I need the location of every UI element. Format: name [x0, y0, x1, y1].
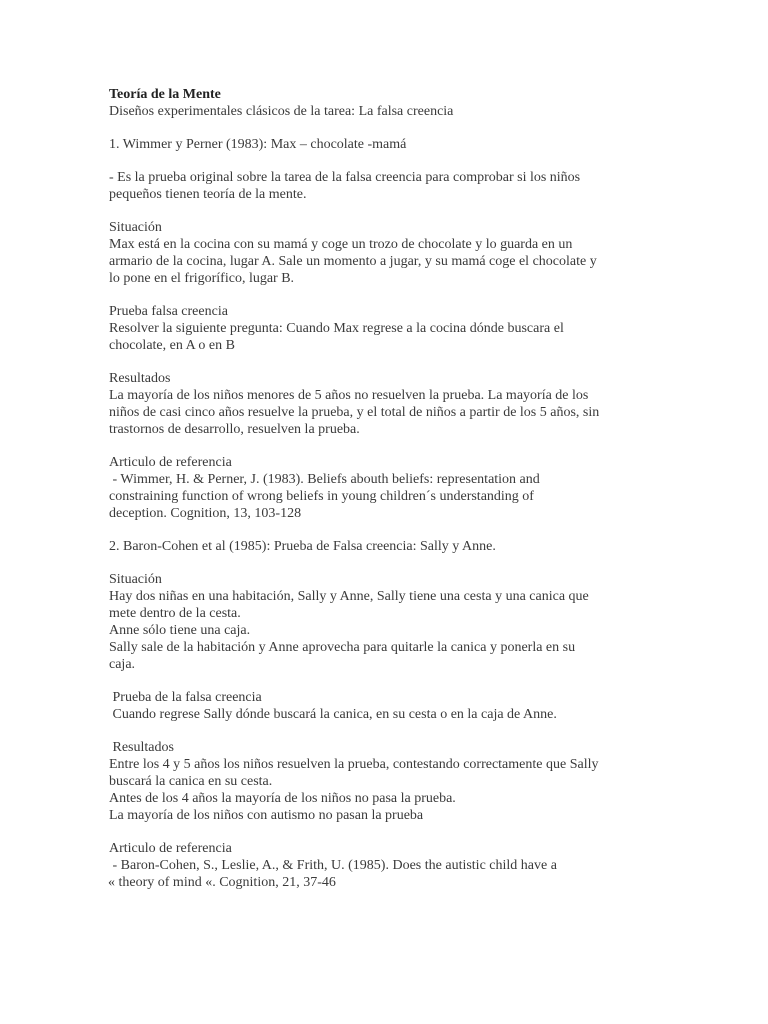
- section-1-prueba-line: Resolver la siguiente pregunta: Cuando Max regrese a la cocina dónde buscara el: [109, 321, 564, 336]
- section-1-prueba-label: Prueba falsa creencia: [109, 304, 228, 319]
- document-body: [109, 86, 669, 891]
- section-1-reference-line: deception. Cognition, 13, 103-128: [109, 506, 302, 521]
- section-2-resultados-line: La mayoría de los niños con autismo no pasan la prueba: [109, 808, 424, 823]
- spacer: [109, 120, 669, 136]
- section-1-resultados-line: niños de casi cinco años resuelve la prueba, y el total de niños a partir de los 5 años, sin: [109, 405, 600, 420]
- section-2-resultados-line: Antes de los 4 años la mayoría de los niños no pasa la prueba.: [109, 791, 456, 806]
- spacer: [109, 153, 669, 169]
- section-1-resultados-line: La mayoría de los niños menores de 5 años no resuelven la prueba. La mayoría de los: [109, 388, 589, 403]
- section-2-situacion-label: Situación: [109, 572, 162, 587]
- section-2-prueba-label: Prueba de la falsa creencia: [109, 690, 262, 705]
- section-2-resultados-label: Resultados: [109, 740, 174, 755]
- section-2-reference-line: « theory of mind «. Cognition, 21, 37-46: [108, 875, 336, 890]
- section-1-resultados-line: trastornos de desarrollo, resuelven la prueba.: [109, 422, 360, 437]
- section-1-intro-line: pequeños tienen teoría de la mente.: [109, 187, 307, 202]
- section-2-resultados-line: Entre los 4 y 5 años los niños resuelven la prueba, contestando correctamente que Sally: [109, 757, 599, 772]
- section-2-situacion-line: caja.: [109, 657, 136, 672]
- section-1-articulo-label: Articulo de referencia: [109, 455, 232, 470]
- spacer: [109, 824, 669, 840]
- section-1-situacion-line: lo pone en el frigorífico, lugar B.: [109, 271, 295, 286]
- spacer: [109, 673, 669, 689]
- section-1-situacion-label: Situación: [109, 220, 162, 235]
- section-1-reference-line: constraining function of wrong beliefs in young children´s understanding of: [109, 489, 534, 504]
- section-1-reference-line: - Wimmer, H. & Perner, J. (1983). Beliefs abouth beliefs: representation and: [109, 472, 540, 487]
- section-1-resultados-label: Resultados: [109, 371, 171, 386]
- section-1-prueba-line: chocolate, en A o en B: [109, 338, 235, 353]
- spacer: [109, 287, 669, 303]
- spacer: [109, 723, 669, 739]
- section-1-situacion-line: armario de la cocina, lugar A. Sale un momento a jugar, y su mamá coge el chocolate y: [109, 254, 597, 269]
- section-2-situacion-line: Anne sólo tiene una caja.: [109, 623, 251, 638]
- section-2-situacion-line: Sally sale de la habitación y Anne aprovecha para quitarle la canica y ponerla en su: [109, 640, 576, 655]
- section-2-situacion-line: mete dentro de la cesta.: [109, 606, 241, 621]
- section-2-heading: 2. Baron-Cohen et al (1985): Prueba de Falsa creencia: Sally y Anne.: [109, 539, 496, 554]
- section-2-articulo-label: Articulo de referencia: [109, 841, 232, 856]
- spacer: [109, 555, 669, 571]
- document-title: Teoría de la Mente: [109, 87, 221, 102]
- section-1-intro-line: - Es la prueba original sobre la tarea de la falsa creencia para comprobar si los niños: [109, 170, 581, 185]
- section-1-situacion-line: Max está en la cocina con su mamá y coge un trozo de chocolate y lo guarda en un: [109, 237, 573, 252]
- spacer: [109, 522, 669, 538]
- section-2-prueba-line: Cuando regrese Sally dónde buscará la canica, en su cesta o en la caja de Anne.: [109, 707, 557, 722]
- section-2-situacion-line: Hay dos niñas en una habitación, Sally y Anne, Sally tiene una cesta y una canica que: [109, 589, 589, 604]
- document-subtitle: Diseños experimentales clásicos de la tarea: La falsa creencia: [109, 104, 454, 119]
- section-2-resultados-line: buscará la canica en su cesta.: [109, 774, 273, 789]
- spacer: [109, 354, 669, 370]
- section-2-reference-line: - Baron-Cohen, S., Leslie, A., & Frith, U. (1985). Does the autistic child have a: [109, 858, 557, 873]
- section-1-heading: 1. Wimmer y Perner (1983): Max – chocolate -mamá: [109, 137, 407, 152]
- spacer: [109, 203, 669, 219]
- spacer: [109, 438, 669, 454]
